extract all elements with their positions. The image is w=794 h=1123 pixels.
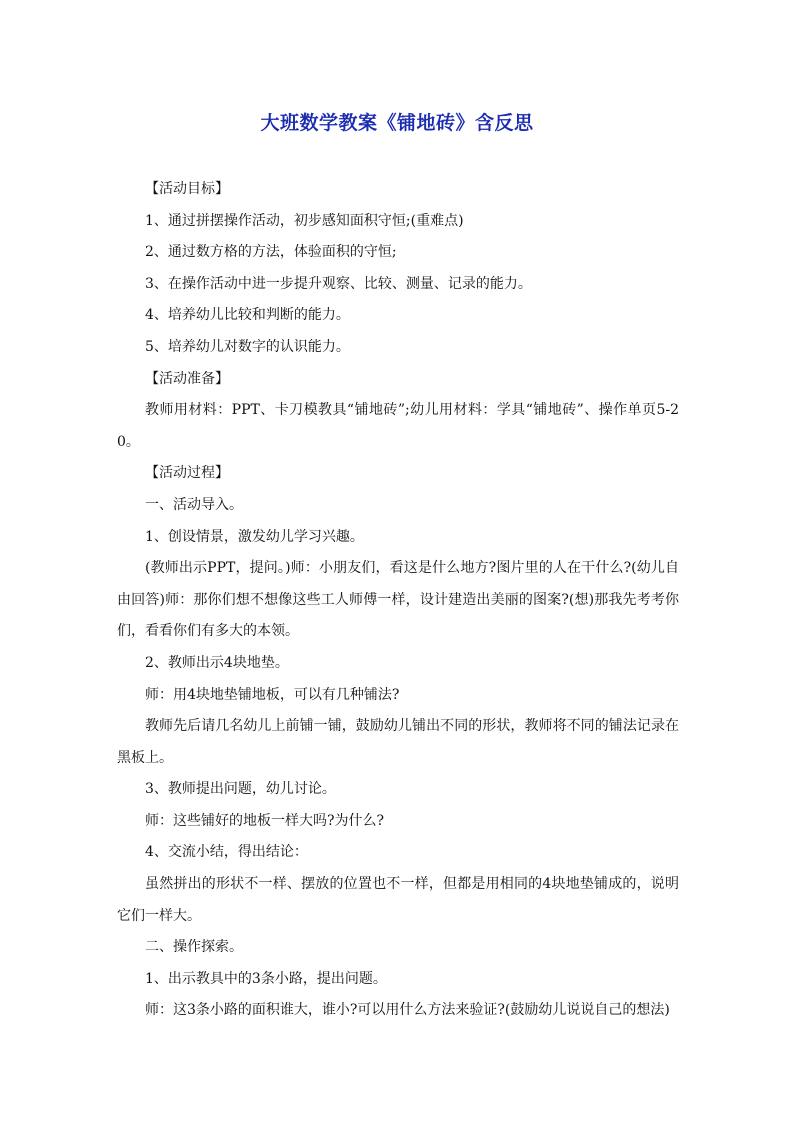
preparation-materials: 教师用材料：PPT、卡刀模教具“铺地砖”;幼儿用材料：学具“铺地砖”、操作单页5-20。	[117, 402, 679, 450]
goal-item-2: 2、通过数方格的方法，体验面积的守恒;	[145, 244, 397, 261]
process-part-2-heading: 二、操作探索。	[145, 939, 243, 956]
process-step: 1、创设情景，激发幼儿学习兴趣。	[145, 528, 364, 545]
process-step: 3、教师提出问题，幼儿讨论。	[145, 781, 336, 798]
process-paragraph: 教师先后请几名幼儿上前铺一铺，鼓励幼儿铺出不同的形状，教师将不同的铺法记录在黑板上。	[117, 718, 679, 766]
process-paragraph: (教师出示PPT，提问。)师：小朋友们，看这是什么地方?图片里的人在干什么?(幼儿自由回答)师：那你们想不想像这些工人师傅一样，设计建造出美丽的图案?(想)那我先考考你们，看看你们有多大的本领。	[117, 560, 679, 640]
process-step: 2、教师出示4块地垫。	[145, 654, 289, 671]
document-title: 大班数学教案《铺地砖》含反思	[260, 112, 534, 134]
section-heading-preparation: 【活动准备】	[145, 370, 229, 387]
document-body	[117, 174, 679, 1027]
process-step: 1、出示教具中的3条小路，提出问题。	[145, 970, 387, 987]
process-step: 4、交流小结，得出结论：	[145, 844, 308, 861]
section-heading-process: 【活动过程】	[145, 465, 229, 482]
process-paragraph: 师：用4块地垫铺地板，可以有几种铺法?	[145, 686, 400, 703]
goal-item-5: 5、培养幼儿对数字的认识能力。	[145, 338, 350, 355]
section-heading-goals: 【活动目标】	[145, 181, 229, 197]
process-part-1-heading: 一、活动导入。	[145, 496, 243, 513]
goal-item-3: 3、在操作活动中进一步提升观察、比较、测量、记录的能力。	[145, 275, 532, 292]
goal-item-4: 4、培养幼儿比较和判断的能力。	[145, 307, 350, 324]
goal-item-1: 1、通过拼摆操作活动，初步感知面积守恒;(重难点)	[145, 212, 464, 229]
process-paragraph: 师：这些铺好的地板一样大吗?为什么?	[145, 812, 385, 829]
process-paragraph: 师：这3条小路的面积谁大，谁小?可以用什么方法来验证?(鼓励幼儿说说自己的想法)	[145, 1002, 670, 1019]
process-paragraph: 虽然拼出的形状不一样、摆放的位置也不一样，但都是用相同的4块地垫铺成的，说明它们一样大。	[117, 876, 679, 924]
